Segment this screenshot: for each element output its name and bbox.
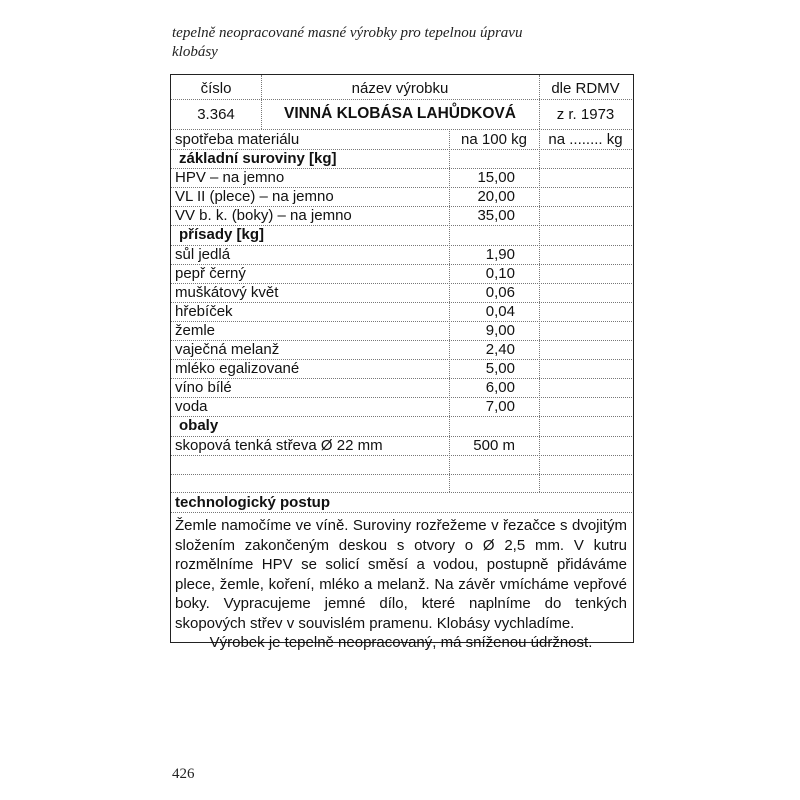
product-year: z r. 1973 — [556, 105, 615, 123]
procedure-last-line: Výrobek je tepelně neopracovaný, má sníženou údržnost. — [209, 634, 593, 651]
section-obaly — [171, 416, 632, 435]
ingredient-row — [171, 321, 632, 340]
ingredient-row — [171, 340, 632, 359]
running-header — [172, 24, 592, 62]
prisady-heading: přísady [kg] — [179, 226, 265, 244]
per-100kg-label: na 100 kg — [461, 130, 527, 148]
ingredient-name: žemle — [175, 321, 216, 339]
zakladni-heading: základní suroviny [kg] — [179, 150, 337, 168]
product-number: 3.364 — [197, 105, 235, 123]
ingredient-name: víno bílé — [175, 379, 232, 397]
ingredient-name: skopová tenká střeva Ø 22 mm — [175, 436, 383, 454]
ingredient-name: mléko egalizované — [175, 360, 300, 378]
col-nazev-label: název výrobku — [351, 79, 449, 97]
ingredient-row — [171, 206, 632, 225]
col-dle-label: dle RDMV — [551, 79, 620, 97]
ingredient-row — [171, 302, 632, 321]
consumption-label: spotřeba materiálu — [175, 130, 300, 148]
recipe-card — [170, 74, 634, 651]
ingredient-row — [171, 168, 632, 187]
product-row — [171, 99, 632, 129]
postup-heading: technologický postup — [175, 493, 331, 511]
ingredient-amount: 7,00 — [485, 398, 515, 416]
card-header-row — [171, 77, 632, 99]
ingredient-name: pepř černý — [175, 264, 246, 282]
ingredient-amount: 2,40 — [485, 341, 515, 359]
consumption-row — [171, 129, 632, 149]
product-name: VINNÁ KLOBÁSA LAHŮDKOVÁ — [284, 105, 516, 122]
ingredient-amount: 5,00 — [485, 360, 515, 378]
header-line-2: klobásy — [172, 44, 218, 60]
ingredient-row — [171, 378, 632, 397]
ingredient-row — [171, 397, 632, 416]
ingredient-amount: 9,00 — [485, 321, 515, 339]
ingredient-name: vaječná melanž — [175, 341, 280, 359]
header-line-1: tepelně neopracované masné výrobky pro tepelnou úpravu — [172, 25, 523, 41]
ingredient-row — [171, 264, 632, 283]
ingredient-amount: 6,00 — [485, 379, 515, 397]
procedure-paragraph: Žemle namočíme ve víně. Suroviny rozřežeme v řezačce s dvojitým složením zakončeným deskou s otvory o Ø 2,5 mm. V kutru rozmělníme HPV se solicí směsí a vodou, postupně přidáváme plece, žemle, koření, mléko a melanž. Na závěr vmícháme vepřové boky. Vypracujeme jemné dílo, které naplníme do tenkých skopových střev v souvislém pramenu. Klobásy vychladíme. — [175, 517, 627, 632]
ingredient-name: voda — [175, 398, 208, 416]
ingredient-amount: 15,00 — [477, 169, 515, 187]
ingredient-name: muškátový květ — [175, 283, 279, 301]
ingredient-amount: 0,10 — [485, 264, 515, 282]
ingredient-amount: 20,00 — [477, 188, 515, 206]
ingredient-name: hřebíček — [175, 302, 233, 320]
obaly-heading: obaly — [179, 417, 219, 435]
ingredient-row — [171, 187, 632, 206]
ingredient-amount: 0,06 — [485, 283, 515, 301]
ingredient-amount: 1,90 — [485, 245, 515, 263]
ingredient-name: VL II (plece) – na jemno — [175, 188, 334, 206]
ingredient-row — [171, 436, 632, 455]
ingredient-amount: 0,04 — [485, 302, 515, 320]
ingredient-row — [171, 283, 632, 302]
section-zakladni — [171, 149, 632, 168]
page-number: 426 — [172, 766, 195, 782]
col-cislo-label: číslo — [200, 79, 232, 97]
ingredient-name: sůl jedlá — [175, 245, 231, 263]
section-postup — [171, 492, 632, 512]
ingredient-amount: 35,00 — [477, 207, 515, 225]
section-prisady — [171, 225, 632, 244]
ingredient-amount: 500 m — [473, 436, 515, 454]
ingredient-row — [171, 359, 632, 378]
ingredient-row — [171, 245, 632, 264]
per-kg-label: na ........ kg — [548, 130, 623, 148]
ingredient-name: VV b. k. (boky) – na jemno — [175, 207, 352, 225]
ingredient-name: HPV – na jemno — [175, 169, 285, 187]
procedure-text — [175, 516, 627, 653]
